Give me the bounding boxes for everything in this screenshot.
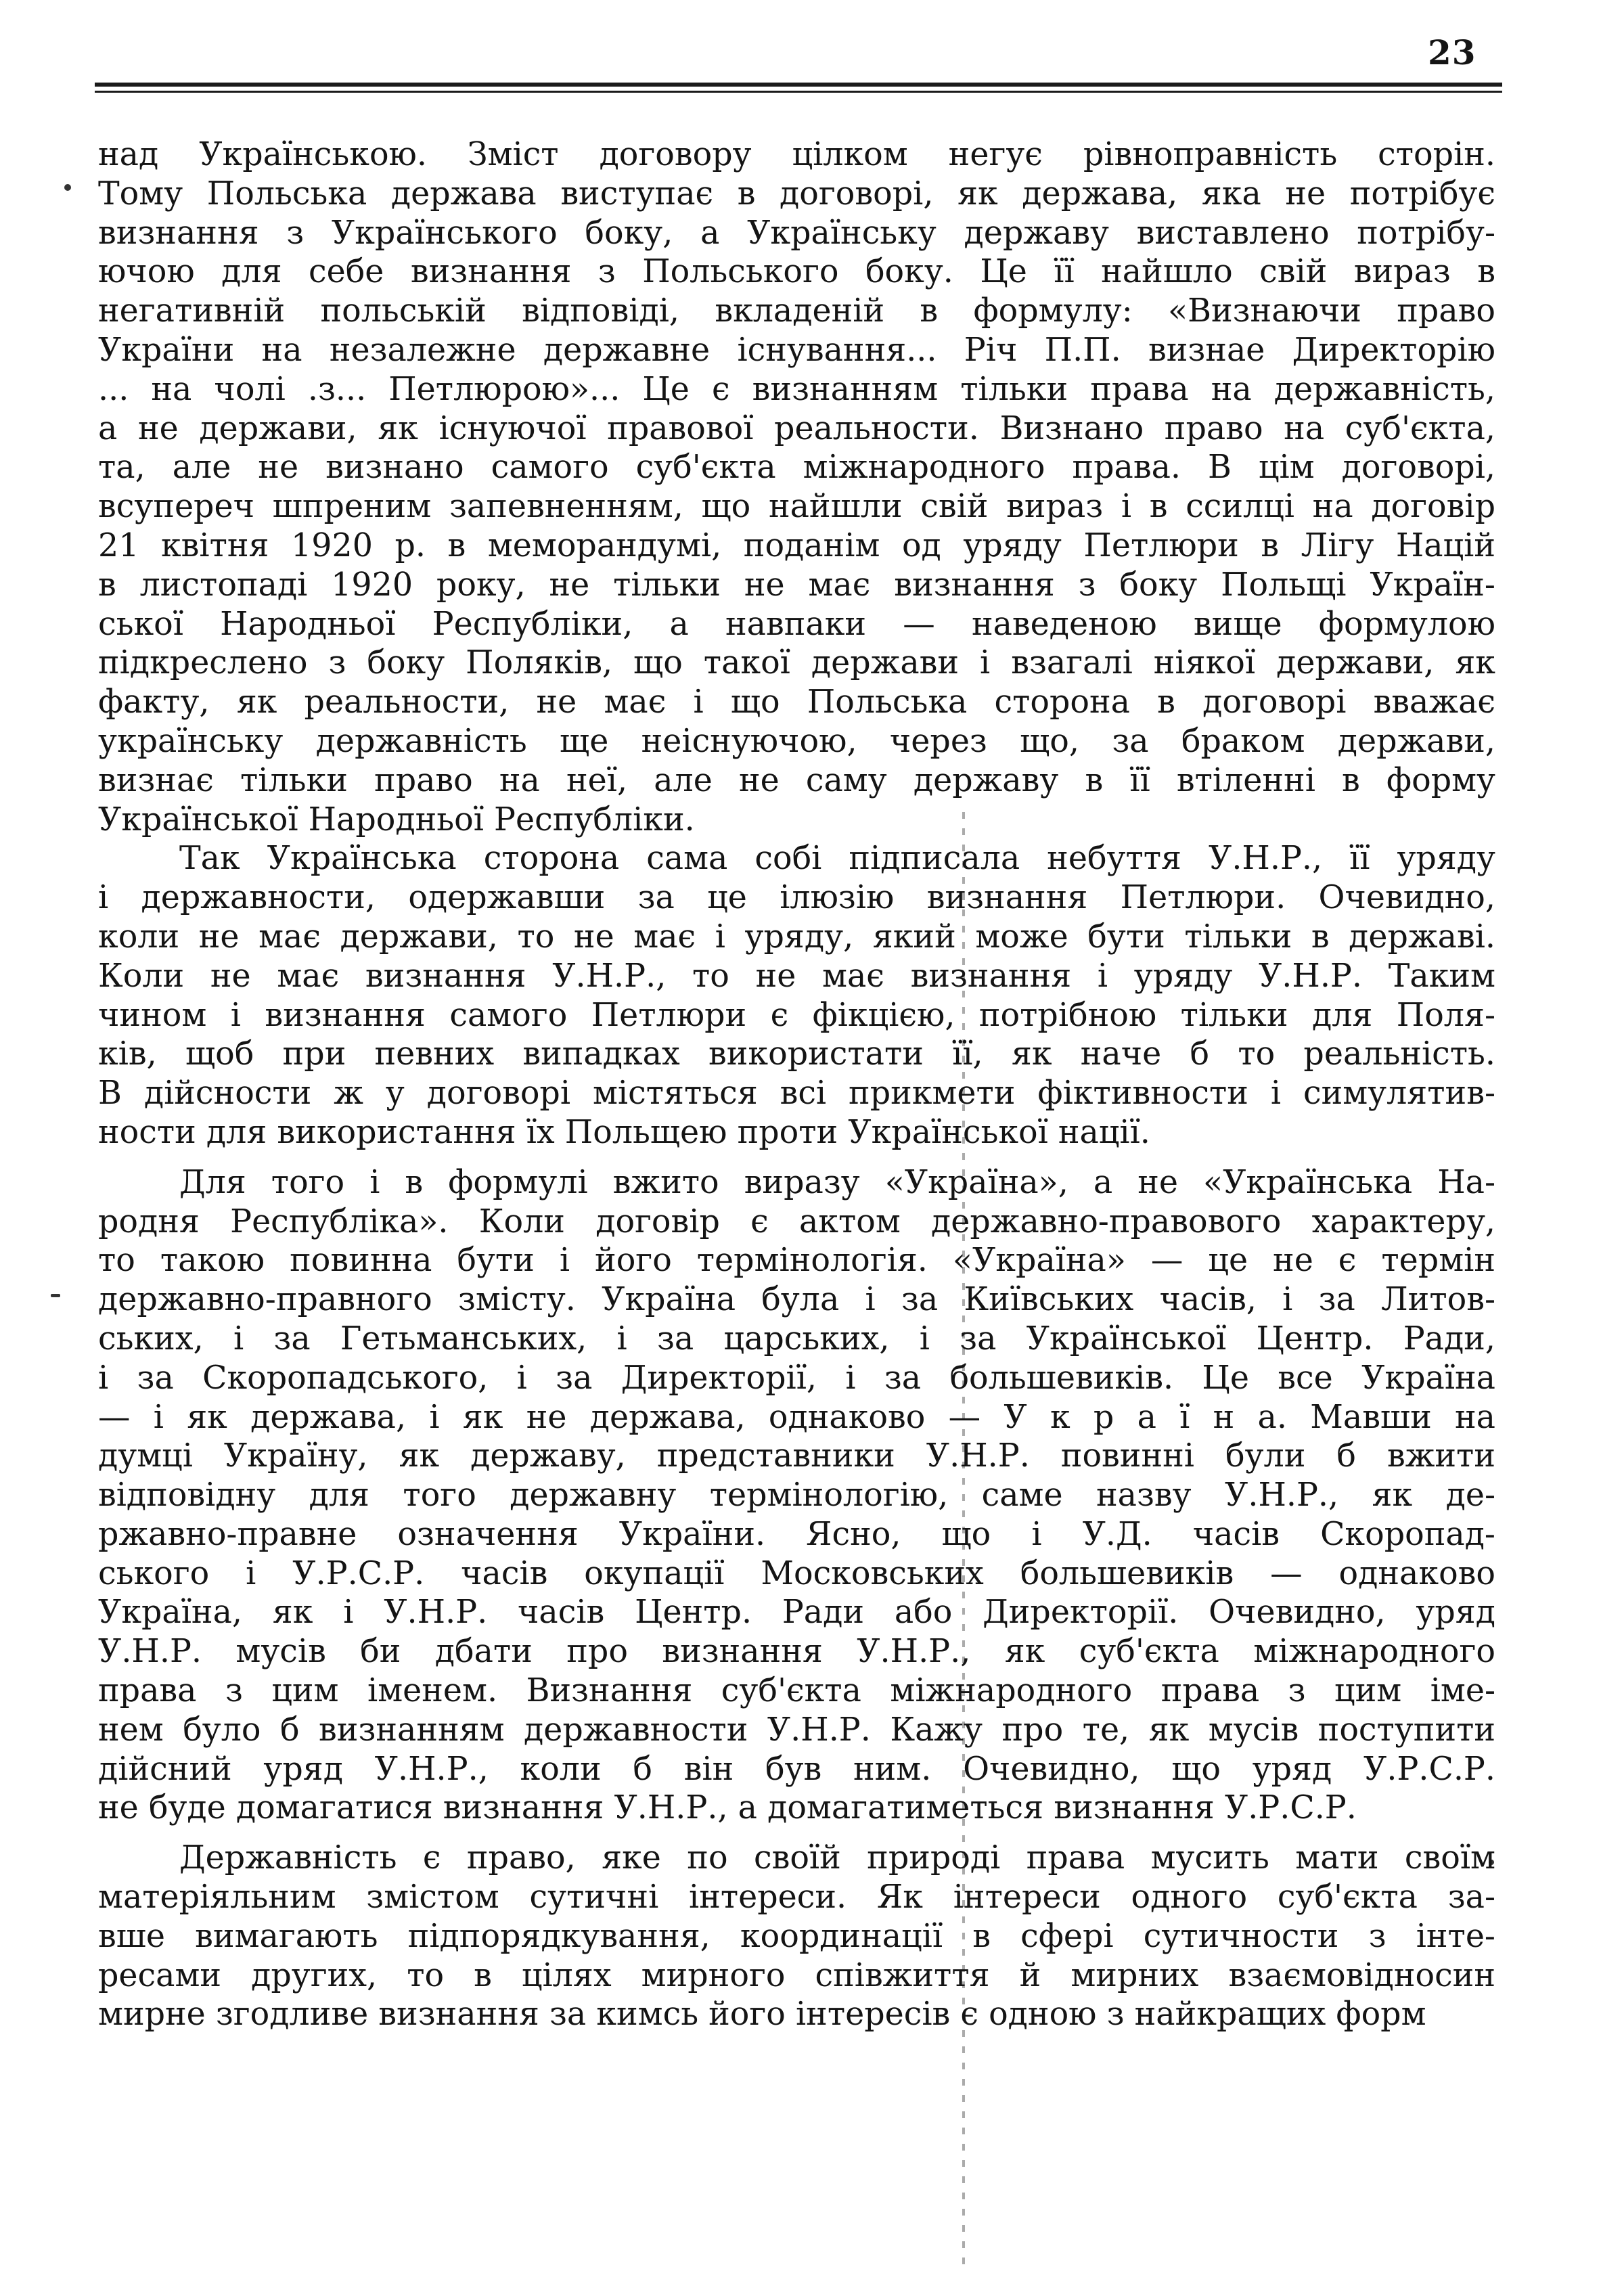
text-line: матеріяльним змістом сутичні інтереси. Як інтереси одного суб'єкта за- xyxy=(98,1879,1495,1916)
text-line: а не держави, як існуючої правової реальности. Визнано право на суб'єкта, xyxy=(98,409,1495,447)
text-line: відповідну для того державну термінологію, саме назву У.Н.Р., як де- xyxy=(98,1477,1495,1514)
text-line: права з цим іменем. Визнання суб'єкта міжнародного права з цим іме- xyxy=(98,1672,1495,1710)
text-line: Коли не має визнання У.Н.Р., то не має визнання і уряду У.Н.Р. Таким xyxy=(98,957,1495,995)
ink-speck xyxy=(64,184,71,191)
text-line: то такою повинна бути і його термінологія. «Україна» — це не є термін xyxy=(98,1242,1495,1280)
text-line: Україна, як і У.Н.Р. часів Центр. Ради або Директорії. Очевидно, уряд xyxy=(98,1594,1495,1632)
text-line: ків, щоб при певних випадках використати її, як наче б то реальність. xyxy=(98,1035,1495,1073)
paragraph xyxy=(98,1839,1495,2034)
text-line: В дійсности ж у договорі містяться всі прикмети фіктивности і симулятив- xyxy=(98,1075,1495,1113)
text-line: — і як держава, і як не держава, однаково — У к р а ї н а. Мавши на xyxy=(98,1398,1495,1436)
text-line: і державности, одержавши за це ілюзію визнання Петлюри. Очевидно, xyxy=(98,879,1495,917)
text-line: чином і визнання самого Петлюри є фікцією, потрібною тільки для Поля- xyxy=(98,996,1495,1034)
header-rule-thin xyxy=(95,91,1502,93)
paragraph xyxy=(98,1163,1495,1828)
text-line: Для того і в формулі вжито виразу «Україна», а не «Українська На- xyxy=(179,1163,1495,1201)
text-line: Тому Польська держава виступає в договорі, як держава, яка не потрібує xyxy=(98,175,1495,212)
text-line: нем було б визнанням державности У.Н.Р. Кажу про те, як мусів поступити xyxy=(98,1711,1495,1749)
header-rule xyxy=(95,83,1502,87)
ink-speck xyxy=(51,1294,60,1297)
text-line: ресами других, то в цілях мирного співжиття й мирних взаємовідносин xyxy=(98,1956,1495,1994)
paragraph xyxy=(98,839,1495,1152)
text-line: факту, як реальности, не має і що Польська сторона в договорі вважає xyxy=(98,683,1495,721)
paragraph-gap xyxy=(98,1828,1495,1839)
text-line: 21 квітня 1920 р. в меморандумі, поданім од уряду Петлюри в Лігу Націй xyxy=(98,526,1495,564)
text-line: ючою для себе визнання з Польського боку. Це її найшло свій вираз в xyxy=(98,253,1495,291)
text-line: визнання з Українського боку, а Українську державу виставлено потрібу- xyxy=(98,214,1495,252)
text-line: вше вимагають підпорядкування, координації в сфері сутичности з інте- xyxy=(98,1917,1495,1955)
text-line: коли не має держави, то не має і уряду, який може бути тільки в державі. xyxy=(98,918,1495,956)
text-line: родня Республіка». Коли договір є актом державно-правового характеру, xyxy=(98,1203,1495,1240)
text-line: ржавно-правне означення України. Ясно, що і У.Д. часів Скоропад- xyxy=(98,1515,1495,1553)
paragraph xyxy=(98,135,1495,839)
text-line: українську державність ще неіснуючою, через що, за браком держави, xyxy=(98,722,1495,760)
text-line: визнає тільки право на неї, але не саму державу в її втіленні в форму xyxy=(98,761,1495,799)
text-line: негативній польській відповіді, вкладеній в формулу: «Визнаючи право xyxy=(98,292,1495,330)
text-line: мирне згодливе визнання за кимсь його інтересів є одною з найкращих форм xyxy=(98,1996,1426,2034)
text-line: всупереч шпреним запевненням, що найшли свій вираз і в ссилці на договір xyxy=(98,488,1495,526)
text-line: і за Скоропадського, і за Директорії, і за большевиків. Це все Україна xyxy=(98,1359,1495,1397)
text-line: ських, і за Гетьманських, і за царських, і за Української Центр. Ради, xyxy=(98,1320,1495,1357)
text-line: дійсний уряд У.Н.Р., коли б він був ним. Очевидно, що уряд У.Р.С.Р. xyxy=(98,1750,1495,1788)
text-line: не буде домагатися визнання У.Н.Р., а домагатиметься визнання У.Р.С.Р. xyxy=(98,1789,1357,1827)
body-text xyxy=(98,135,1495,2111)
text-line: України на незалежне державне існування... Річ П.П. визнае Директорію xyxy=(98,331,1495,369)
text-line: державно-правного змісту. Україна була і за Київських часів, і за Литов- xyxy=(98,1281,1495,1319)
text-line: та, але не визнано самого суб'єкта міжнародного права. В цім договорі, xyxy=(98,449,1495,487)
text-line: Так Українська сторона сама собі підписала небуття У.Н.Р., її уряду xyxy=(179,840,1495,878)
text-line: ського і У.Р.С.Р. часів окупації Московських большевиків — однаково xyxy=(98,1554,1495,1592)
text-line: в листопаді 1920 року, не тільки не має визнання з боку Польщі Україн- xyxy=(98,566,1495,604)
text-line: ської Народньої Республіки, а навпаки — наведеною вище формулою xyxy=(98,605,1495,643)
paragraph-gap xyxy=(98,1152,1495,1163)
text-line: Української Народньої Республіки. xyxy=(98,801,695,838)
page-number: 23 xyxy=(1428,32,1476,72)
text-line: ности для використання їх Польщею проти Української нації. xyxy=(98,1113,1150,1151)
text-line: підкреслено з боку Поляків, що такої держави і взагалі ніякої держави, як xyxy=(98,644,1495,682)
text-line: Державність є право, яке по своїй природі права мусить мати своїм xyxy=(179,1839,1495,1877)
text-line: над Українською. Зміст договору цілком негує рівноправність сторін. xyxy=(98,136,1495,173)
text-line: У.Н.Р. мусів би дбати про визнання У.Н.Р., як суб'єкта міжнародного xyxy=(98,1633,1495,1671)
text-line: думці Україну, як державу, представники У.Н.Р. повинні були б вжити xyxy=(98,1437,1495,1475)
text-line: ... на чолі .з... Петлюрою»... Це є визнанням тільки права на державність, xyxy=(98,370,1495,408)
